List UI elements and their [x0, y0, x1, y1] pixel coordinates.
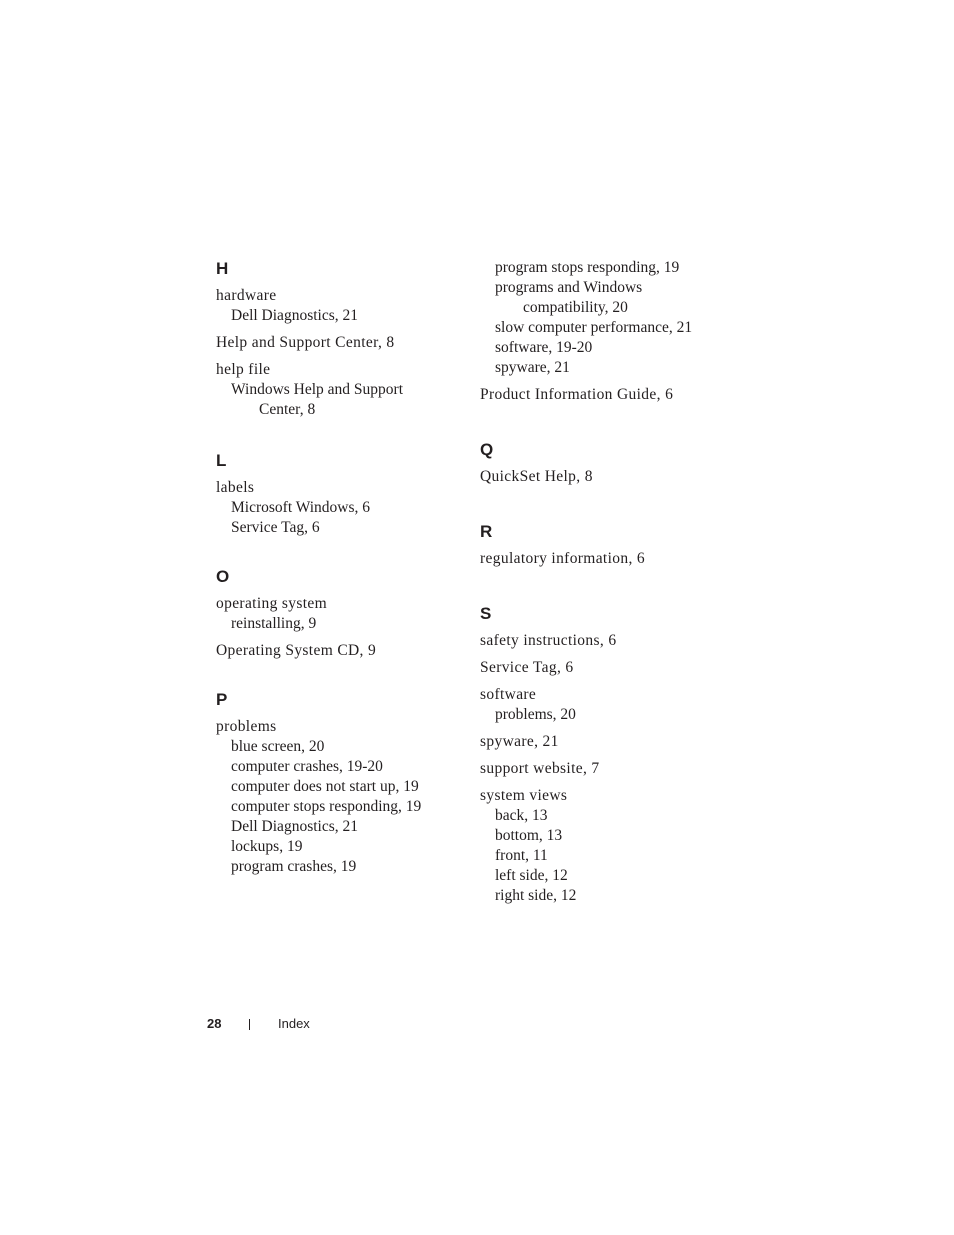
- index-term: regulatory information, 6: [480, 550, 645, 567]
- index-column-right: [480, 258, 730, 913]
- index-subterm: blue screen, 20: [231, 738, 325, 755]
- index-entry: [216, 641, 466, 661]
- index-subterm: slow computer performance, 21: [495, 319, 693, 336]
- section-letter: Q: [480, 440, 494, 459]
- page-number: 28: [207, 1016, 222, 1031]
- index-subterm: programs and Windows: [495, 279, 643, 296]
- index-section: [216, 258, 466, 420]
- index-section: [480, 439, 730, 487]
- footer-divider: [249, 1019, 250, 1030]
- index-subterm: software, 19-20: [495, 339, 593, 356]
- section-letter: H: [216, 259, 229, 278]
- index-term: system views: [480, 787, 568, 804]
- index-term: safety instructions, 6: [480, 632, 617, 649]
- index-entry: [480, 759, 730, 779]
- index-subterm: front, 11: [495, 847, 548, 864]
- section-letter: R: [480, 522, 493, 541]
- index-subterm: Dell Diagnostics, 21: [231, 307, 358, 324]
- index-term: software: [480, 686, 537, 703]
- index-section: [216, 566, 466, 661]
- index-subterm: problems, 20: [495, 706, 576, 723]
- index-subterm: right side, 12: [495, 887, 577, 904]
- index-entry: [216, 286, 466, 326]
- index-entry: [480, 786, 730, 906]
- index-term: hardware: [216, 287, 277, 304]
- section-letter: P: [216, 690, 228, 709]
- section-letter: O: [216, 567, 230, 586]
- index-term: Operating System CD, 9: [216, 642, 377, 659]
- index-subterm: compatibility, 20: [523, 299, 628, 316]
- index-subterm: lockups, 19: [231, 838, 303, 855]
- index-subterm: Dell Diagnostics, 21: [231, 818, 358, 835]
- index-column-left: [216, 258, 466, 884]
- index-entry: [216, 478, 466, 538]
- index-entry: [480, 467, 730, 487]
- index-term: labels: [216, 479, 255, 496]
- section-letter: L: [216, 451, 227, 470]
- index-entry: [480, 549, 730, 569]
- index-term: operating system: [216, 595, 328, 612]
- index-subterm: computer does not start up, 19: [231, 778, 419, 795]
- index-entry: [480, 385, 730, 405]
- index-entry: [480, 658, 730, 678]
- index-subterm: Windows Help and Support: [231, 381, 404, 398]
- index-section: [480, 603, 730, 906]
- index-entry: [216, 717, 466, 877]
- index-subterm: program crashes, 19: [231, 858, 357, 875]
- index-subterm: spyware, 21: [495, 359, 570, 376]
- index-term: spyware, 21: [480, 733, 559, 750]
- index-entry: [480, 732, 730, 752]
- index-subterm: program stops responding, 19: [495, 259, 680, 276]
- index-subterm: back, 13: [495, 807, 548, 824]
- index-term: QuickSet Help, 8: [480, 468, 593, 485]
- index-subterm: computer stops responding, 19: [231, 798, 422, 815]
- index-entry: [480, 631, 730, 651]
- index-subterm: computer crashes, 19-20: [231, 758, 383, 775]
- index-term: Service Tag, 6: [480, 659, 574, 676]
- index-subterm: reinstalling, 9: [231, 615, 317, 632]
- index-entry: [216, 594, 466, 634]
- section-letter: S: [480, 604, 492, 623]
- index-entry: [480, 685, 730, 725]
- index-entry: [216, 360, 466, 420]
- index-entry: [216, 333, 466, 353]
- index-subterm: Service Tag, 6: [231, 519, 320, 536]
- index-term: Product Information Guide, 6: [480, 386, 674, 403]
- index-subterm: Microsoft Windows, 6: [231, 499, 371, 516]
- index-term: problems: [216, 718, 277, 735]
- index-section: [480, 521, 730, 569]
- index-section: [216, 689, 466, 877]
- index-subterm: Center, 8: [259, 401, 316, 418]
- index-subterm: bottom, 13: [495, 827, 563, 844]
- index-section: [480, 258, 730, 405]
- index-term: Help and Support Center, 8: [216, 334, 395, 351]
- index-section: [216, 450, 466, 538]
- footer-section-label: Index: [278, 1016, 310, 1031]
- index-term: help file: [216, 361, 271, 378]
- index-subterm: left side, 12: [495, 867, 568, 884]
- index-term: support website, 7: [480, 760, 600, 777]
- index-entry: [480, 258, 730, 378]
